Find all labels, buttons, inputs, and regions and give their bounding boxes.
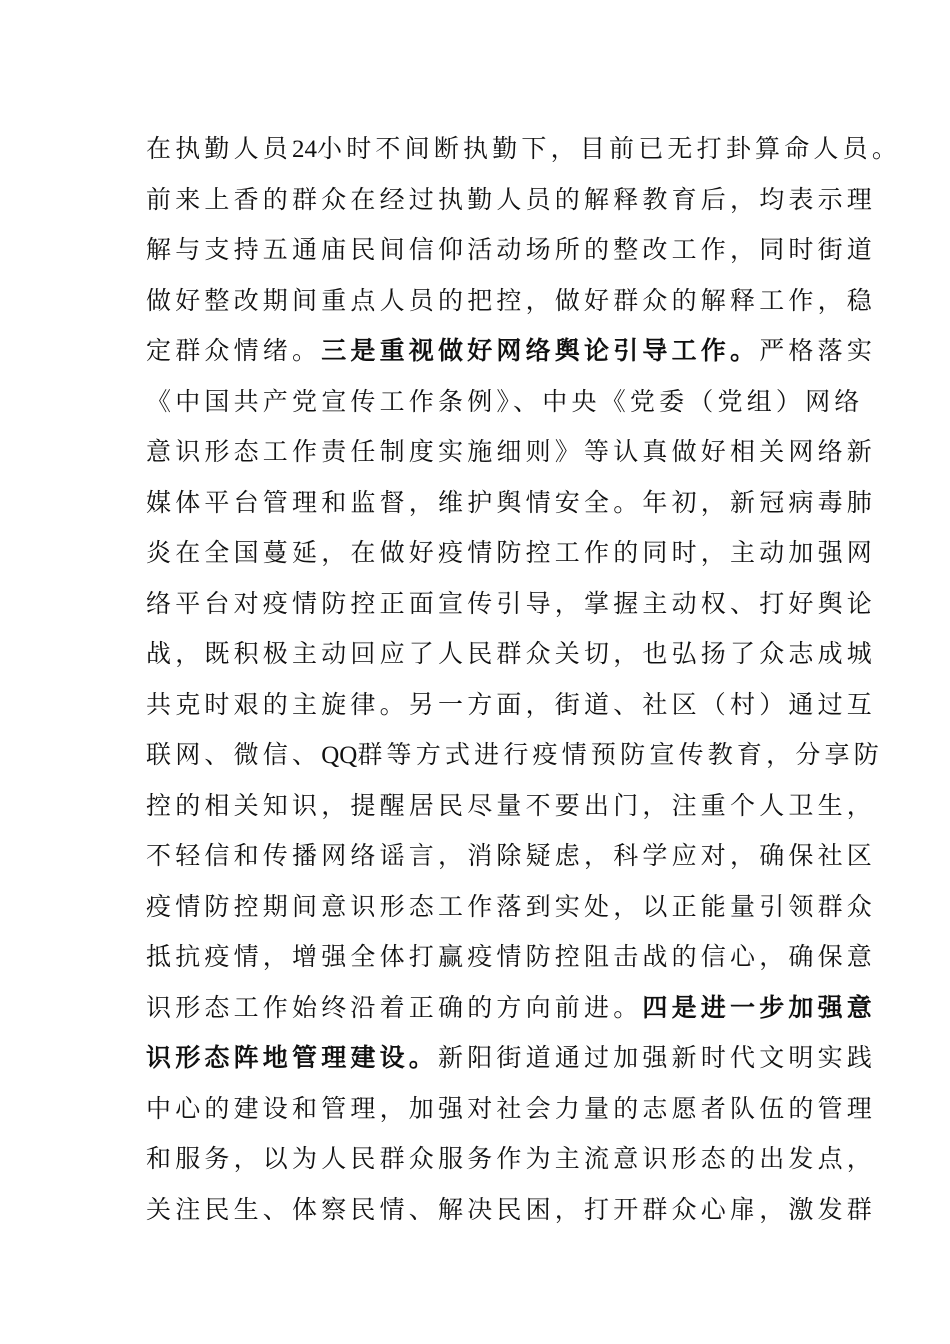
body-text: 严格落实 [759,336,877,365]
body-text: 战，既积极主动回应了人民群众关切，也弘扬了众志成城 [146,639,877,668]
text-line [146,1084,877,1135]
text-line [146,1134,877,1185]
bold-heading-text: 识形态阵地管理建设。 [146,1043,439,1072]
text-line [146,124,902,175]
body-text: QQ [321,742,358,769]
body-text: 疫情防控期间意识形态工作落到实处，以正能量引领群众 [146,891,877,921]
text-line [146,831,877,882]
body-text: 解与支持五通庙民间信仰活动场所的整改工作，同时街道 [146,235,877,264]
body-text: 定群众情绪。 [146,336,322,365]
body-text: 络平台对疫情防控正面宣传引导，掌握主动权、打好舆论 [146,588,877,618]
text-line [146,781,877,832]
body-text: 共克时艰的主旋律。另一方面，街道、社区（村）通过互 [146,689,877,719]
bold-heading-text: 四是进一步加强意 [642,992,877,1022]
body-text: 抵抗疫情，增强全体打赢疫情防控阻击战的信心，确保意 [146,942,877,971]
body-text: 24 [292,136,318,163]
text-line [146,175,877,226]
body-paragraph [146,124,902,1235]
text-line [146,730,883,781]
text-line [146,326,877,377]
text-line [146,579,877,630]
text-line [146,680,877,731]
body-text: 不轻信和传播网络谣言，消除疑虑，科学应对，确保社区 [146,841,877,870]
text-line [146,427,877,478]
body-text: 识形态工作始终沿着正确的方向前进。 [146,992,643,1022]
text-line [146,276,877,327]
text-line [146,1033,877,1084]
body-text: 前来上香的群众在经过执勤人员的解释教育后，均表示理 [146,184,877,214]
body-text: 小时不间断执勤下，目前已无打卦算命人员。 [317,134,902,163]
text-line [146,932,877,983]
text-line [146,983,877,1034]
text-line [146,377,864,428]
body-text: 控的相关知识，提醒居民尽量不要出门，注重个人卫生， [146,790,877,820]
body-text: 炎在全国蔓延，在做好疫情防控工作的同时，主动加强网 [146,538,877,567]
body-text: 做好整改期间重点人员的把控，做好群众的解释工作，稳 [146,285,877,315]
body-text: 和服务，以为人民群众服务作为主流意识形态的出发点， [146,1144,877,1173]
body-text: 在执勤人员 [146,134,293,163]
text-line [146,1185,877,1236]
body-text: 意识形态工作责任制度实施细则》等认真做好相关网络新 [146,437,877,466]
body-text: 新阳街道通过加强新时代文明实践 [438,1043,877,1072]
body-text: 联网、微信、 [146,740,322,769]
text-line [146,528,877,579]
text-line [146,882,877,933]
body-text: 群等方式进行疫情预防宣传教育，分享防 [357,740,883,769]
text-line [146,225,877,276]
body-text: 媒体平台管理和监督，维护舆情安全。年初，新冠病毒肺 [146,487,877,517]
body-text: 中心的建设和管理，加强对社会力量的志愿者队伍的管理 [146,1093,877,1123]
body-text: 关注民生、体察民情、解决民困，打开群众心扉，激发群 [146,1194,877,1224]
text-line [146,478,877,529]
body-text: 《中国共产党宣传工作条例》、中央《党委（党组）网络 [146,386,864,416]
bold-heading-text: 三是重视做好网络舆论引导工作。 [321,336,760,365]
text-line [146,629,877,680]
